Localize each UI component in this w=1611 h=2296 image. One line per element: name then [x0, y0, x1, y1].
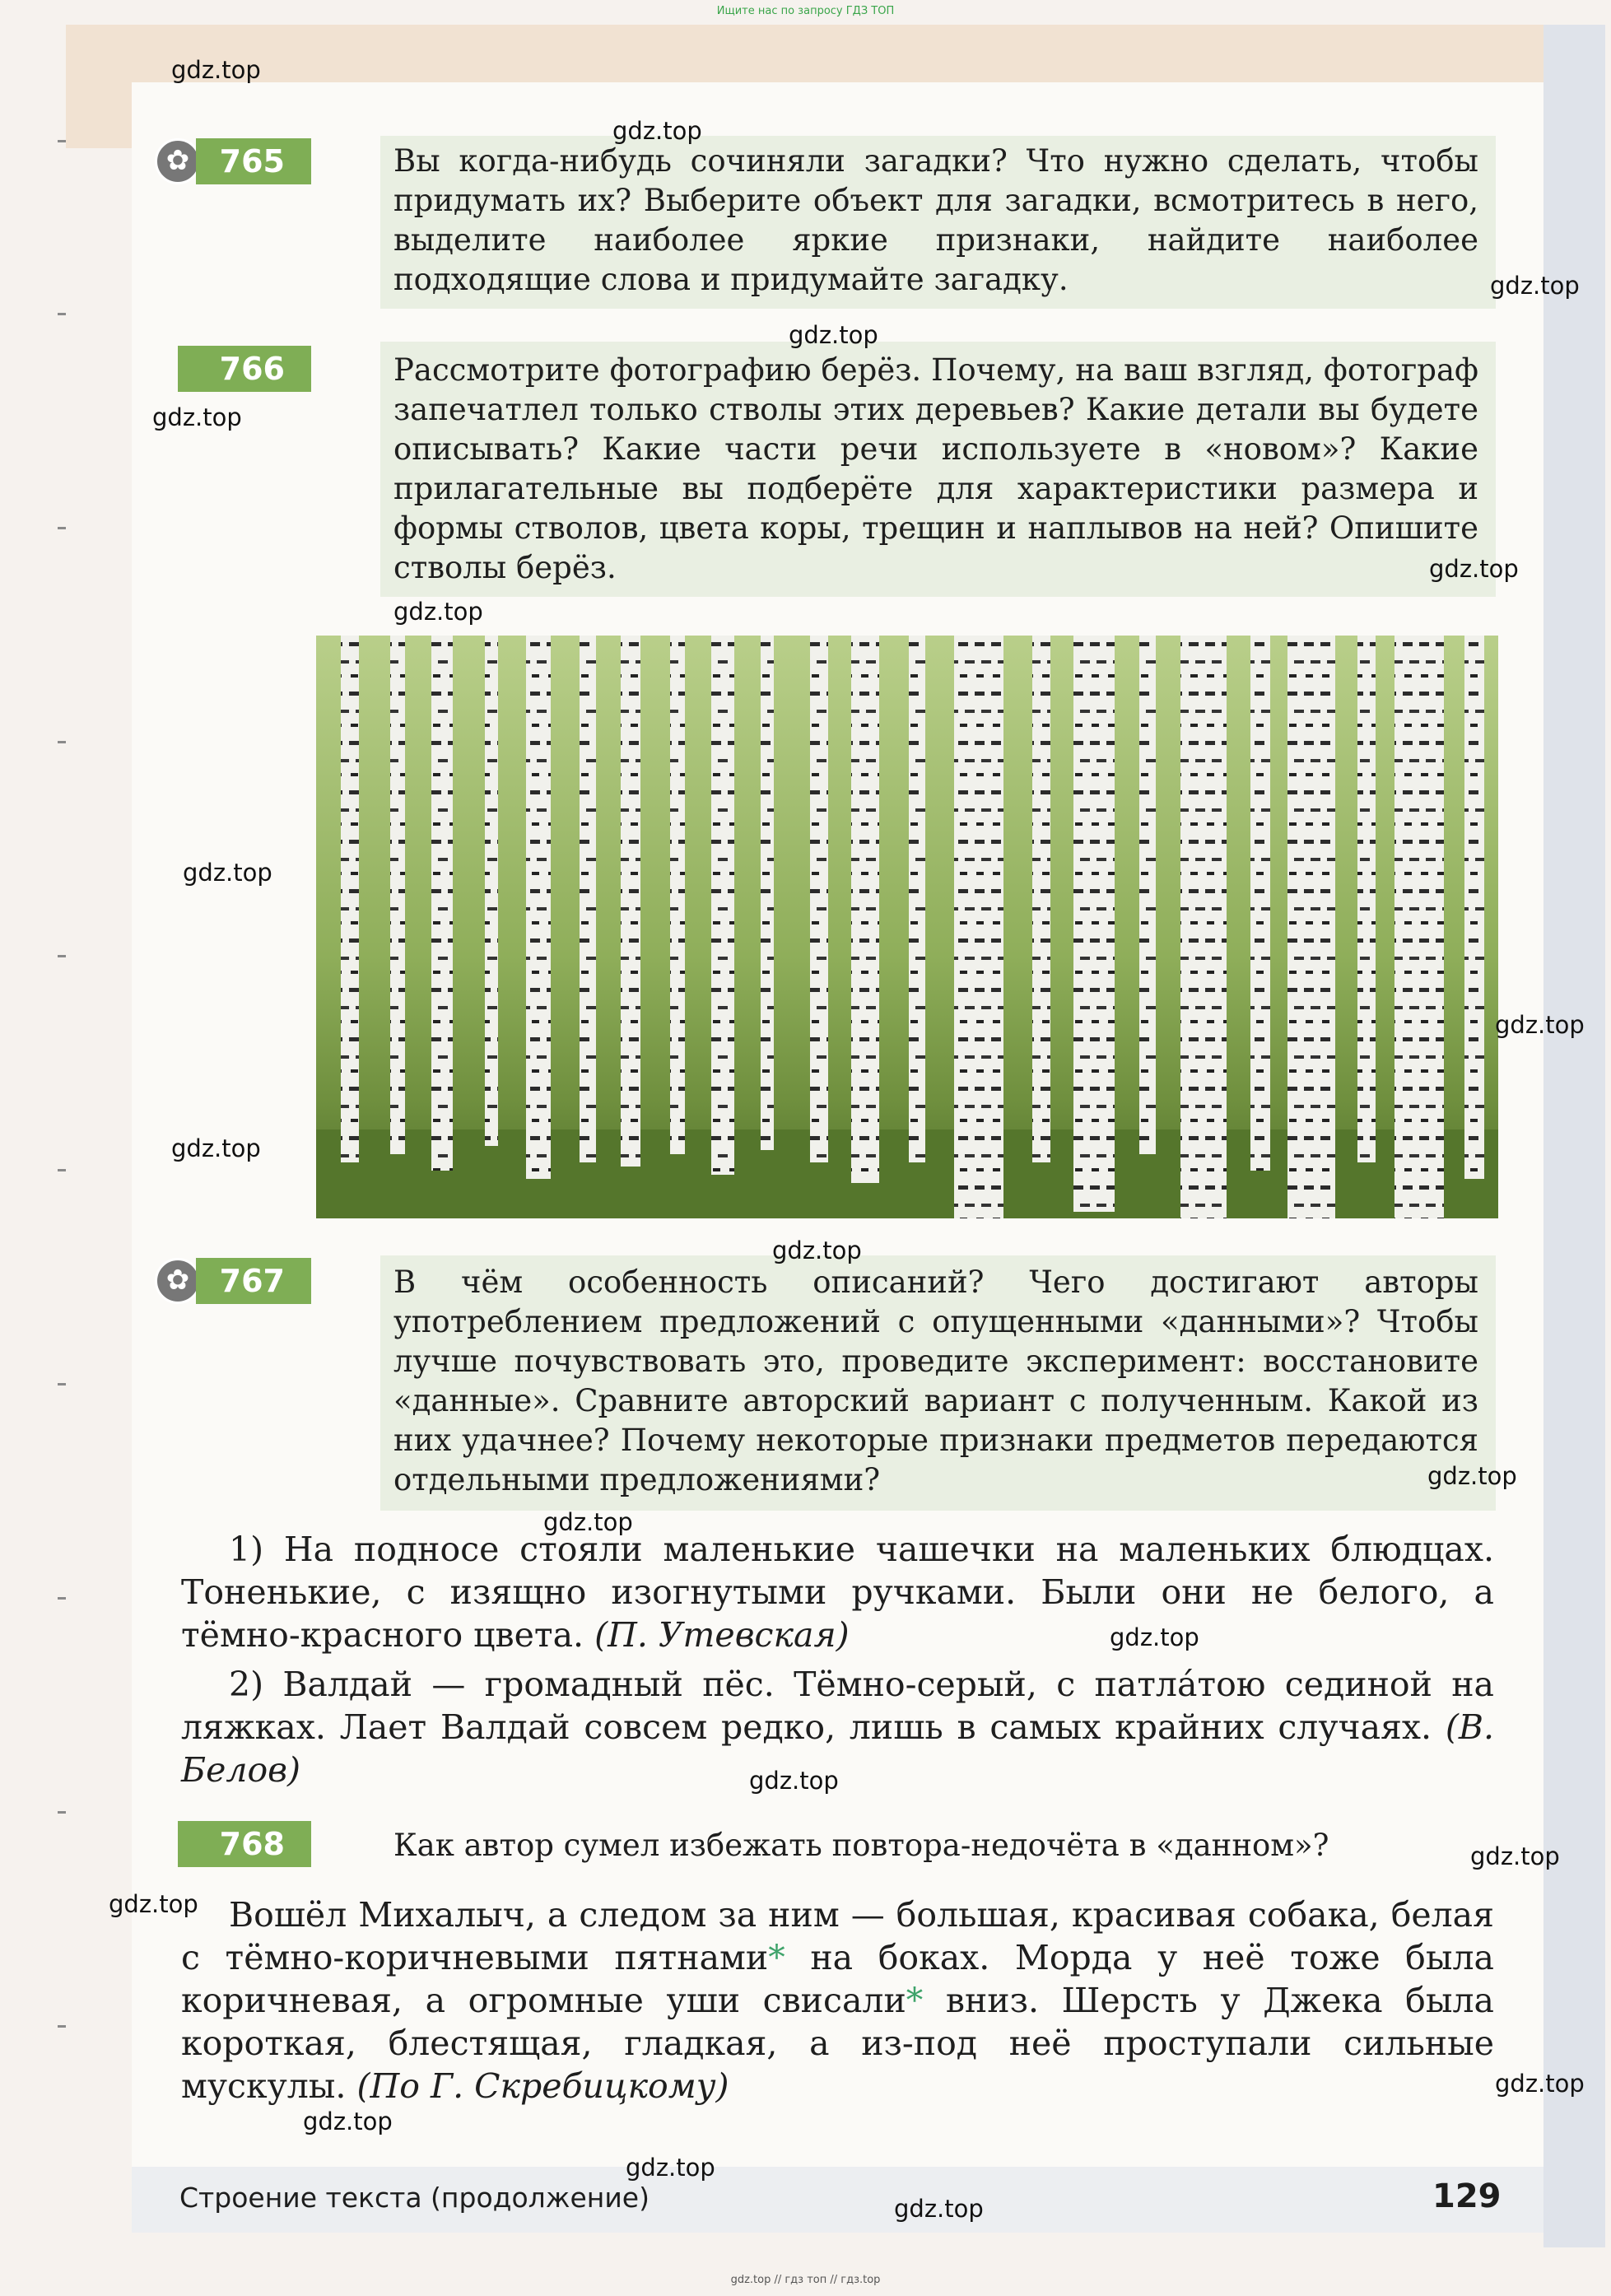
passage-part-1: Вошёл Михалыч, а следом за ним — большая, красивая собака, белая с тёмно-коричневыми пятнами: [181, 1895, 1494, 1977]
passage-author: (По Г. Скребицкому): [356, 2066, 729, 2106]
task-768-text: Как автор сумел избежать повтора-недочёта в «данном»?: [393, 1828, 1329, 1863]
watermark: gdz.top: [1495, 2070, 1585, 2098]
watermark: gdz.top: [612, 117, 702, 145]
watermark: gdz.top: [171, 1134, 261, 1162]
passage-part-2: на боках. Морда у неё тоже была коричневая, а огромные уши свисали: [181, 1938, 1494, 2020]
asterisk-2: *: [906, 1981, 924, 2020]
watermark: gdz.top: [1490, 272, 1580, 300]
watermark: gdz.top: [1495, 1011, 1585, 1039]
flower-icon: ✿: [155, 138, 201, 184]
watermark: gdz.top: [171, 56, 261, 84]
watermark: gdz.top: [303, 2107, 393, 2135]
watermark: gdz.top: [1470, 1842, 1560, 1870]
birch-forest-photo: [316, 636, 1498, 1218]
birch-forest-icon: [316, 636, 1498, 1218]
passage-part-3: вниз. Шерсть у Джека была короткая, блестящая, гладкая, а из-под неё проступали сильные мускулы.: [181, 1981, 1494, 2106]
watermark: gdz.top: [109, 1890, 198, 1918]
task-765-text: Вы когда-нибудь сочиняли загадки? Что нужно сделать, чтобы придумать их? Выберите объект для загадки, всмотритесь в него, выделите наиболее яркие признаки, найдите наиболее подходящие слова и придумайте загадку.: [393, 143, 1478, 297]
next-page-edge: [1543, 25, 1605, 2247]
watermark: gdz.top: [152, 403, 242, 431]
example-1: [181, 1528, 1494, 1656]
watermark: gdz.top: [1110, 1623, 1199, 1651]
task-767-text: В чём особенность описаний? Чего достигают авторы употреблением предложений с опущенными «данными»? Чтобы лучше почувствовать это, проведите эксперимент: восстановите «данные». Сравните авторский вариант с полученным. Какой из них удачнее? Почему некоторые признаки предметов передаются отдельными предложениями?: [393, 1264, 1478, 1497]
watermark: gdz.top: [626, 2154, 715, 2182]
watermark: gdz.top: [749, 1767, 839, 1795]
task-766-number: 766: [178, 346, 311, 392]
example-2-text: 2) Валдай — громадный пёс. Тёмно-серый, с патлáтою сединой на ляжках. Лает Валдай совсем редко, лишь в самых крайних случаях.: [181, 1665, 1494, 1747]
watermark: gdz.top: [1427, 1462, 1517, 1490]
watermark: gdz.top: [393, 598, 483, 626]
task-766-text: Рассмотрите фотографию берёз. Почему, на ваш взгляд, фотограф запечатлел только стволы этих деревьев? Какие детали вы будете описывать? Какие части речи используете в «новом»? Какие прилагательные вы подберёте для характеристики размера и формы стволов, цвета коры, трещин и наплывов на ней? Опишите стволы берёз.: [393, 352, 1478, 585]
watermark: gdz.top: [772, 1236, 862, 1264]
flower-icon: ✿: [155, 1258, 201, 1304]
watermark: gdz.top: [789, 321, 878, 349]
watermark: gdz.top: [894, 2195, 984, 2223]
example-2-author: (В. Белов): [181, 1707, 1494, 1790]
bottom-note: gdz.top // гдз топ // гдз.top: [730, 2274, 881, 2286]
passage: [181, 1893, 1494, 2107]
task-765-number: 765: [196, 138, 311, 184]
watermark: gdz.top: [1429, 555, 1519, 583]
asterisk-1: *: [768, 1938, 785, 1977]
task-767-number: 767: [196, 1258, 311, 1304]
page-number: 129: [1432, 2177, 1502, 2215]
task-768-number: 768: [178, 1821, 311, 1867]
watermark: gdz.top: [183, 859, 272, 887]
example-1-text: 1) На подносе стояли маленькие чашечки на маленьких блюдцах. Тоненькие, с изящно изогнутыми ручками. Были они не белого, а тёмно-красного цвета.: [181, 1530, 1494, 1655]
footer-title: Строение текста (продолжение): [179, 2182, 650, 2214]
example-1-author: (П. Утевская): [594, 1615, 850, 1655]
top-note: Ищите нас по запросу ГДЗ ТОП: [716, 5, 895, 17]
watermark: gdz.top: [543, 1508, 633, 1536]
